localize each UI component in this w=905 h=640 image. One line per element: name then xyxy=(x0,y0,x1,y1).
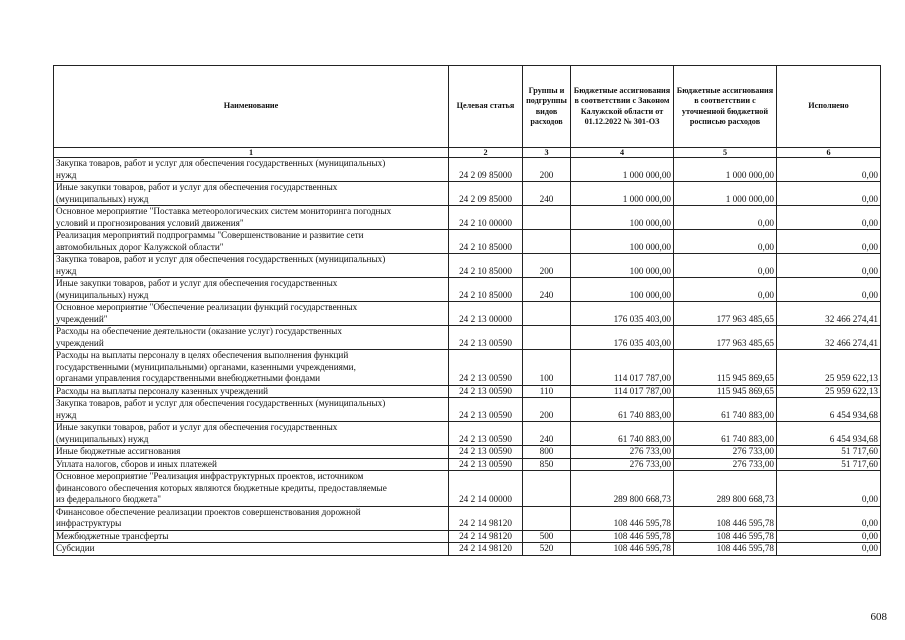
executed-amount: 0,00 xyxy=(777,543,881,556)
column-number: 5 xyxy=(674,148,777,158)
table-row xyxy=(54,206,881,230)
table-row xyxy=(54,254,881,278)
header-name: Наименование xyxy=(54,66,449,148)
header-executed: Исполнено xyxy=(777,66,881,148)
table-row xyxy=(54,458,881,471)
executed-amount: 0,00 xyxy=(777,278,881,302)
expense-group xyxy=(523,302,571,326)
law-allocation: 100 000,00 xyxy=(571,206,674,230)
executed-amount: 0,00 xyxy=(777,206,881,230)
row-name: Субсидии xyxy=(54,543,449,556)
law-allocation: 61 740 883,00 xyxy=(571,422,674,446)
revised-allocation: 115 945 869,65 xyxy=(674,385,777,398)
law-allocation: 100 000,00 xyxy=(571,230,674,254)
header-group: Группы и подгруппы видов расходов xyxy=(523,66,571,148)
column-number: 4 xyxy=(571,148,674,158)
revised-allocation: 1 000 000,00 xyxy=(674,158,777,182)
law-allocation: 1 000 000,00 xyxy=(571,182,674,206)
table-row xyxy=(54,350,881,386)
revised-allocation: 276 733,00 xyxy=(674,458,777,471)
row-name: Уплата налогов, сборов и иных платежей xyxy=(54,458,449,471)
executed-amount: 0,00 xyxy=(777,530,881,543)
law-allocation: 176 035 403,00 xyxy=(571,326,674,350)
expense-group xyxy=(523,471,571,507)
row-name: Реализация мероприятий подпрограммы "Совершенствование и развитие сети автомобильных дорог Калужской области" xyxy=(54,230,449,254)
expense-group: 520 xyxy=(523,543,571,556)
law-allocation: 1 000 000,00 xyxy=(571,158,674,182)
revised-allocation: 115 945 869,65 xyxy=(674,350,777,386)
row-name: Межбюджетные трансферты xyxy=(54,530,449,543)
row-name: Иные бюджетные ассигнования xyxy=(54,446,449,459)
law-allocation: 100 000,00 xyxy=(571,278,674,302)
expense-group: 800 xyxy=(523,446,571,459)
target-article: 24 2 13 00000 xyxy=(449,302,523,326)
row-name: Иные закупки товаров, работ и услуг для обеспечения государственных (муниципальных) нужд xyxy=(54,278,449,302)
table-row xyxy=(54,543,881,556)
expense-group: 500 xyxy=(523,530,571,543)
row-name: Закупка товаров, работ и услуг для обеспечения государственных (муниципальных) нужд xyxy=(54,158,449,182)
target-article: 24 2 13 00590 xyxy=(449,326,523,350)
column-number: 3 xyxy=(523,148,571,158)
executed-amount: 0,00 xyxy=(777,471,881,507)
table-row xyxy=(54,182,881,206)
expense-group: 240 xyxy=(523,182,571,206)
target-article: 24 2 10 85000 xyxy=(449,230,523,254)
executed-amount: 0,00 xyxy=(777,254,881,278)
revised-allocation: 108 446 595,78 xyxy=(674,506,777,530)
table-row xyxy=(54,158,881,182)
revised-allocation: 0,00 xyxy=(674,230,777,254)
row-name: Иные закупки товаров, работ и услуг для обеспечения государственных (муниципальных) нужд xyxy=(54,422,449,446)
row-name: Закупка товаров, работ и услуг для обеспечения государственных (муниципальных) нужд xyxy=(54,398,449,422)
target-article: 24 2 13 00590 xyxy=(449,446,523,459)
revised-allocation: 108 446 595,78 xyxy=(674,543,777,556)
revised-allocation: 0,00 xyxy=(674,278,777,302)
row-name: Основное мероприятие "Обеспечение реализации функций государственных учреждений" xyxy=(54,302,449,326)
revised-allocation: 289 800 668,73 xyxy=(674,471,777,507)
expense-group: 110 xyxy=(523,385,571,398)
law-allocation: 114 017 787,00 xyxy=(571,385,674,398)
table-row xyxy=(54,302,881,326)
law-allocation: 108 446 595,78 xyxy=(571,530,674,543)
revised-allocation: 177 963 485,65 xyxy=(674,326,777,350)
expense-group: 200 xyxy=(523,158,571,182)
target-article: 24 2 14 00000 xyxy=(449,471,523,507)
revised-allocation: 61 740 883,00 xyxy=(674,398,777,422)
executed-amount: 6 454 934,68 xyxy=(777,398,881,422)
law-allocation: 108 446 595,78 xyxy=(571,543,674,556)
column-number: 1 xyxy=(54,148,449,158)
table-row xyxy=(54,471,881,507)
target-article: 24 2 14 98120 xyxy=(449,530,523,543)
target-article: 24 2 13 00590 xyxy=(449,350,523,386)
target-article: 24 2 13 00590 xyxy=(449,422,523,446)
law-allocation: 289 800 668,73 xyxy=(571,471,674,507)
target-article: 24 2 14 98120 xyxy=(449,543,523,556)
target-article: 24 2 13 00590 xyxy=(449,398,523,422)
table-row xyxy=(54,326,881,350)
executed-amount: 32 466 274,41 xyxy=(777,302,881,326)
executed-amount: 51 717,60 xyxy=(777,458,881,471)
executed-amount: 32 466 274,41 xyxy=(777,326,881,350)
table-row xyxy=(54,530,881,543)
table-row xyxy=(54,385,881,398)
revised-allocation: 0,00 xyxy=(674,254,777,278)
column-number: 2 xyxy=(449,148,523,158)
target-article: 24 2 10 00000 xyxy=(449,206,523,230)
expense-group xyxy=(523,326,571,350)
law-allocation: 276 733,00 xyxy=(571,458,674,471)
executed-amount: 25 959 622,13 xyxy=(777,385,881,398)
law-allocation: 114 017 787,00 xyxy=(571,350,674,386)
table-row xyxy=(54,278,881,302)
expense-group: 850 xyxy=(523,458,571,471)
target-article: 24 2 09 85000 xyxy=(449,158,523,182)
executed-amount: 0,00 xyxy=(777,506,881,530)
revised-allocation: 1 000 000,00 xyxy=(674,182,777,206)
revised-allocation: 108 446 595,78 xyxy=(674,530,777,543)
law-allocation: 100 000,00 xyxy=(571,254,674,278)
target-article: 24 2 09 85000 xyxy=(449,182,523,206)
revised-allocation: 276 733,00 xyxy=(674,446,777,459)
row-name: Иные закупки товаров, работ и услуг для обеспечения государственных (муниципальных) нужд xyxy=(54,182,449,206)
law-allocation: 276 733,00 xyxy=(571,446,674,459)
expense-group: 240 xyxy=(523,278,571,302)
row-name: Основное мероприятие "Реализация инфраструктурных проектов, источником финансового обеспечения которых являются бюджетные кредиты, предоставляемые из федерального бюджета" xyxy=(54,471,449,507)
law-allocation: 176 035 403,00 xyxy=(571,302,674,326)
target-article: 24 2 10 85000 xyxy=(449,254,523,278)
page-number: 608 xyxy=(870,611,887,623)
revised-allocation: 177 963 485,65 xyxy=(674,302,777,326)
expense-group: 200 xyxy=(523,254,571,278)
expense-group: 100 xyxy=(523,350,571,386)
row-name: Расходы на обеспечение деятельности (оказание услуг) государственных учреждений xyxy=(54,326,449,350)
table-row xyxy=(54,506,881,530)
law-allocation: 108 446 595,78 xyxy=(571,506,674,530)
executed-amount: 0,00 xyxy=(777,230,881,254)
target-article: 24 2 14 98120 xyxy=(449,506,523,530)
table-body xyxy=(54,158,881,556)
target-article: 24 2 13 00590 xyxy=(449,385,523,398)
table-row xyxy=(54,230,881,254)
header-row xyxy=(54,66,881,148)
header-law: Бюджетные ассигнования в соответствии с Законом Калужской области от 01.12.2022 № 301-ОЗ xyxy=(571,66,674,148)
executed-amount: 0,00 xyxy=(777,182,881,206)
table-row xyxy=(54,446,881,459)
table-row xyxy=(54,422,881,446)
expense-group xyxy=(523,506,571,530)
row-name: Закупка товаров, работ и услуг для обеспечения государственных (муниципальных) нужд xyxy=(54,254,449,278)
column-number: 6 xyxy=(777,148,881,158)
header-code: Целевая статья xyxy=(449,66,523,148)
row-name: Основное мероприятие "Поставка метеорологических систем мониторинга погодных условий и прогнозирования условий движения" xyxy=(54,206,449,230)
table-row xyxy=(54,398,881,422)
expense-group xyxy=(523,206,571,230)
row-name: Расходы на выплаты персоналу в целях обеспечения выполнения функций государственными (муниципальными) органами, казенными учреждениями, органами управления государственными внебюджетными фондами xyxy=(54,350,449,386)
executed-amount: 25 959 622,13 xyxy=(777,350,881,386)
row-name: Финансовое обеспечение реализации проектов совершенствования дорожной инфраструктуры xyxy=(54,506,449,530)
expense-group xyxy=(523,230,571,254)
executed-amount: 51 717,60 xyxy=(777,446,881,459)
expense-group: 240 xyxy=(523,422,571,446)
expense-group: 200 xyxy=(523,398,571,422)
executed-amount: 0,00 xyxy=(777,158,881,182)
budget-table xyxy=(53,65,881,556)
revised-allocation: 0,00 xyxy=(674,206,777,230)
column-number-row xyxy=(54,148,881,158)
executed-amount: 6 454 934,68 xyxy=(777,422,881,446)
header-revised: Бюджетные ассигнования в соответствии с уточненной бюджетной росписью расходов xyxy=(674,66,777,148)
revised-allocation: 61 740 883,00 xyxy=(674,422,777,446)
row-name: Расходы на выплаты персоналу казенных учреждений xyxy=(54,385,449,398)
law-allocation: 61 740 883,00 xyxy=(571,398,674,422)
target-article: 24 2 13 00590 xyxy=(449,458,523,471)
target-article: 24 2 10 85000 xyxy=(449,278,523,302)
